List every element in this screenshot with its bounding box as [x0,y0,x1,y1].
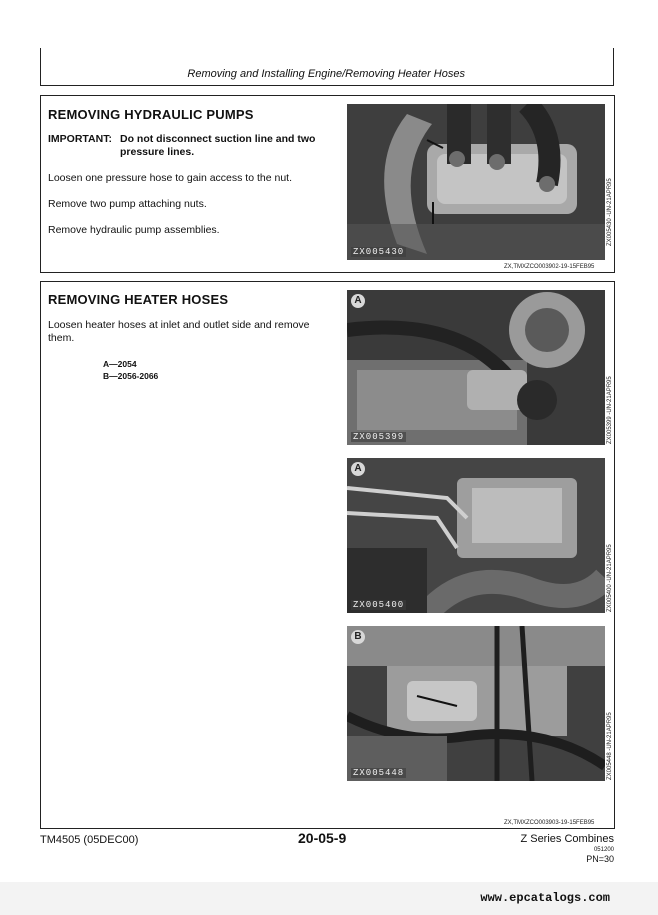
footer-date-code: 051200 [593,847,614,853]
photo-side-code: ZX005400 -UN-21APR95 [607,544,613,612]
section-ref-code: ZX,TMXZCO003903-19-15FEB95 [504,820,595,826]
photo-badge: B [351,630,365,644]
step-3: Remove hydraulic pump assemblies. [48,224,220,236]
important-label: IMPORTANT: [48,133,112,145]
photo-id: ZX005400 [353,600,405,610]
legend-a: A—2054 [103,359,137,369]
series-name: Z Series Combines [520,833,614,845]
photo-side-code: ZX005448 -UN-21APR95 [607,712,613,780]
photo-badge: A [351,294,365,308]
photo-badge: A [351,462,365,476]
step-1: Loosen one pressure hose to gain access to the nut. [48,172,292,184]
section-title: REMOVING HYDRAULIC PUMPS [48,107,254,122]
photo-side-code: ZX005399 -UN-21APR95 [607,376,613,444]
photo-side-code: ZX005430 -UN-21APR95 [607,178,613,246]
section-hydraulic-pumps [40,95,615,273]
photo-hydraulic-pump [347,104,605,260]
watermark-link[interactable]: www.epcatalogs.com [480,891,610,905]
photo-heater-hose-a-1 [347,290,605,445]
page-header [40,60,614,86]
section-title: REMOVING HEATER HOSES [48,292,229,307]
section-heater-hoses [40,281,615,829]
photo-id: ZX005448 [353,768,405,778]
manual-number: TM4505 (05DEC00) [40,834,139,846]
header-title: Removing and Installing Engine/Removing Heater Hoses [187,68,465,80]
important-text: Do not disconnect suction line and two pressure lines. [120,133,316,158]
photo-heater-hose-a-2 [347,458,605,613]
important-note [48,133,338,161]
legend-b: B—2056-2066 [103,371,159,381]
page-number: 20-05-9 [298,830,347,846]
section-ref-code: ZX,TMXZCO003902-19-15FEB95 [504,264,595,270]
instruction-text: Loosen heater hoses at inlet and outlet side and remove them. [48,319,310,344]
photo-id: ZX005399 [353,432,405,442]
photo-heater-hose-b [347,626,605,781]
photo-id: ZX005430 [353,247,405,257]
step-2: Remove two pump attaching nuts. [48,198,207,210]
page-pn: PN=30 [586,854,614,864]
